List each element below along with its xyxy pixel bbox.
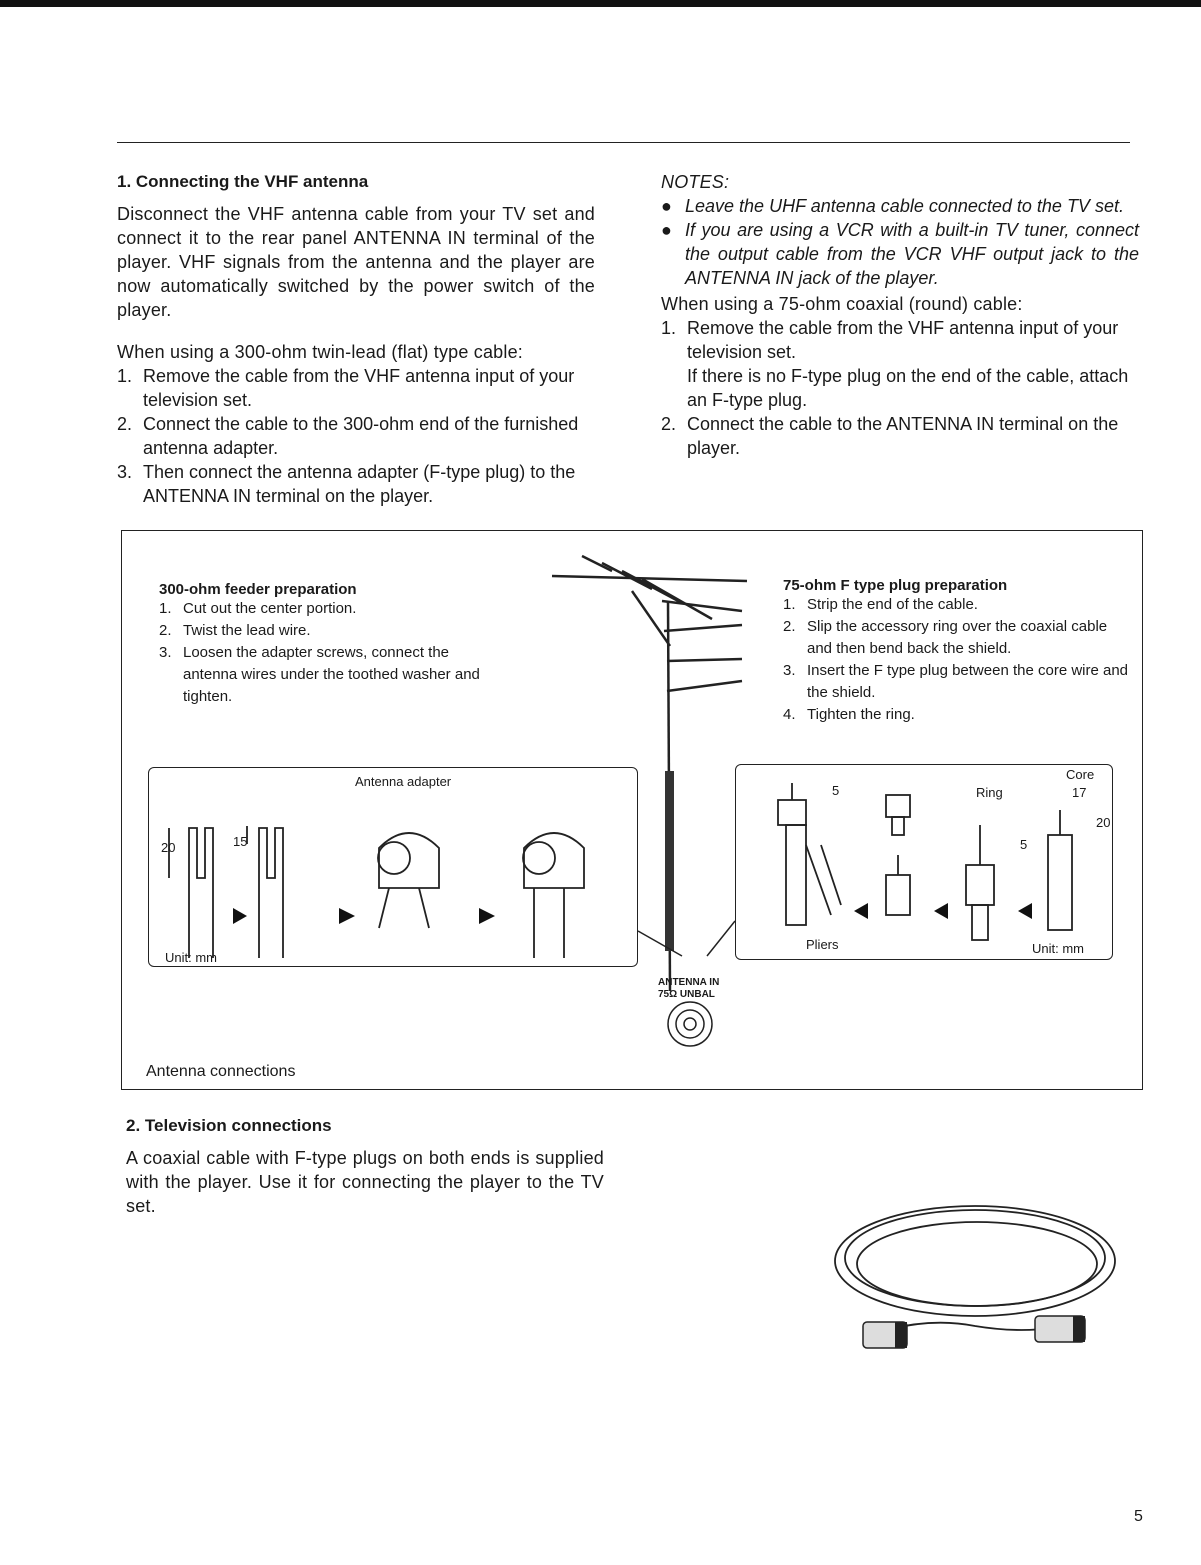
feeder-prep-title: 300-ohm feeder preparation — [159, 581, 357, 598]
list-item: 3. Loosen the adapter screws, connect the antenna wires under the toothed washer and tighten. — [159, 644, 480, 705]
antenna-in-label: ANTENNA IN — [658, 977, 720, 988]
twinlead-lead: When using a 300-ohm twin-lead (flat) type cable: — [117, 342, 524, 362]
ring-label: Ring — [976, 785, 1003, 800]
header-rule — [117, 142, 1130, 143]
twinlead-steps — [117, 364, 595, 508]
dimension-label: 20 — [161, 840, 176, 855]
antenna-adapter-label: Antenna adapter — [355, 774, 452, 789]
dimension-label: 15 — [233, 834, 248, 849]
section-1-heading: 1. Connecting the VHF antenna — [117, 172, 369, 191]
section-2 — [126, 1116, 604, 1218]
unit-label: Unit: mm — [1032, 941, 1084, 956]
list-item: 1. Remove the cable from the VHF antenna input of your television set. — [117, 366, 575, 410]
dimension-label: 20 — [1096, 815, 1111, 830]
dimension-label: 5 — [1020, 837, 1028, 852]
coax-lead: When using a 75-ohm coaxial (round) cable: — [661, 294, 1023, 314]
list-item: 1. Remove the cable from the VHF antenna input of your television set. If there is no F-type plug on the end of the cable, attach an F-type plug. — [661, 318, 1129, 410]
section-1-intro: Disconnect the VHF antenna cable from your TV set and connect it to the rear panel ANTENNA IN terminal of the player. VHF signals from the antenna and the player are now automatically switched by the power switch of the player. — [117, 204, 595, 320]
pliers-label: Pliers — [806, 937, 839, 952]
notes-title: NOTES: — [661, 172, 730, 192]
figure-caption: Antenna connections — [146, 1063, 296, 1080]
list-item: 2. Connect the cable to the 300-ohm end of the furnished antenna adapter. — [117, 414, 579, 458]
callout-lines — [122, 531, 1144, 1091]
notes-section — [661, 170, 1139, 460]
list-item: 2. Connect the cable to the ANTENNA IN terminal on the player. — [661, 414, 1119, 458]
list-item: 2. Twist the lead wire. — [159, 622, 311, 639]
list-item: ● If you are using a VCR with a built-in TV tuner, connect the output cable from the VCR VHF output jack to the ANTENNA IN jack of the player. — [661, 220, 1139, 288]
section-2-body: A coaxial cable with F-type plugs on both ends is supplied with the player. Use it for connecting the player to the TV set. — [126, 1148, 604, 1216]
list-item: 1. Cut out the center portion. — [159, 600, 357, 617]
list-item: 3. Then connect the antenna adapter (F-type plug) to the ANTENNA IN terminal on the player. — [117, 462, 576, 506]
list-item: 2. Slip the accessory ring over the coaxial cable and then bend back the shield. — [783, 618, 1108, 657]
coax-steps — [661, 316, 1139, 460]
coaxial-cable-illustration — [825, 1196, 1125, 1366]
list-item: ● Leave the UHF antenna cable connected to the TV set. — [661, 196, 1124, 216]
list-item: 4. Tighten the ring. — [783, 706, 915, 723]
section-1 — [117, 172, 595, 508]
core-label: Core — [1066, 767, 1095, 782]
ftype-prep-title: 75-ohm F type plug preparation — [783, 577, 1008, 594]
unit-label: Unit: mm — [165, 950, 217, 965]
notes-list — [661, 194, 1139, 290]
antenna-connections-figure — [121, 530, 1143, 1090]
page-number: 5 — [1134, 1508, 1143, 1525]
list-item: 1. Strip the end of the cable. — [783, 596, 978, 613]
dimension-label: 5 — [832, 783, 840, 798]
section-2-heading: 2. Television connections — [126, 1116, 332, 1135]
list-item: 3. Insert the F type plug between the core wire and the shield. — [783, 662, 1129, 701]
unbal-label: 75Ω UNBAL — [658, 989, 715, 1000]
dimension-label: 17 — [1072, 785, 1087, 800]
top-border — [0, 0, 1201, 7]
